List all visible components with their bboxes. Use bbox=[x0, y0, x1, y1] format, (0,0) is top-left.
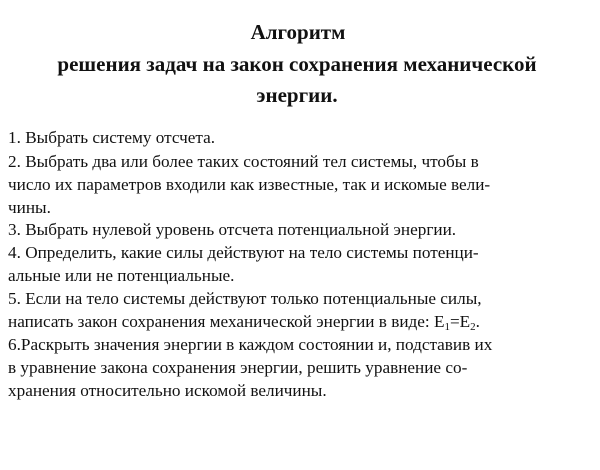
step-5-formula-text: написать закон сохранения механической энергии в виде: E bbox=[8, 312, 445, 331]
step-5-line-1: 5. Если на тело системы действуют только потенциальные силы, bbox=[8, 289, 482, 308]
step-5-formula-equals: =E bbox=[449, 312, 471, 331]
step-6-line-3: хранения относительно искомой величины. bbox=[8, 381, 327, 400]
step-4-line-2: альные или не потенциальные. bbox=[8, 266, 235, 285]
step-2-line-2: число их параметров входили как известные, так и искомые вели- bbox=[8, 175, 491, 194]
title-line-1: Алгоритм bbox=[250, 20, 346, 44]
step-2-line-1: 2. Выбрать два или более таких состояний тел системы, чтобы в bbox=[8, 152, 479, 171]
step-5-formula-end: . bbox=[475, 312, 480, 331]
energy-subscript-2: 2 bbox=[470, 321, 476, 333]
step-2-line-3: чины. bbox=[8, 198, 51, 217]
step-6-line-1: 6.Раскрыть значения энергии в каждом состоянии и, подставив их bbox=[8, 335, 493, 354]
step-1-line-1: 1. Выбрать систему отсчета. bbox=[8, 128, 216, 147]
energy-subscript-1: 1 bbox=[444, 321, 450, 333]
step-3-line-1: 3. Выбрать нулевой уровень отсчета потенциальной энергии. bbox=[8, 220, 457, 239]
title-line-2: решения задач на закон сохранения механической bbox=[57, 52, 537, 76]
title-line-3: энергии. bbox=[256, 83, 338, 107]
step-5-line-2 bbox=[8, 311, 480, 333]
step-4-line-1: 4. Определить, какие силы действуют на тело системы потенци- bbox=[8, 243, 479, 262]
step-6-line-2: в уравнение закона сохранения энергии, решить уравнение со- bbox=[8, 358, 468, 377]
